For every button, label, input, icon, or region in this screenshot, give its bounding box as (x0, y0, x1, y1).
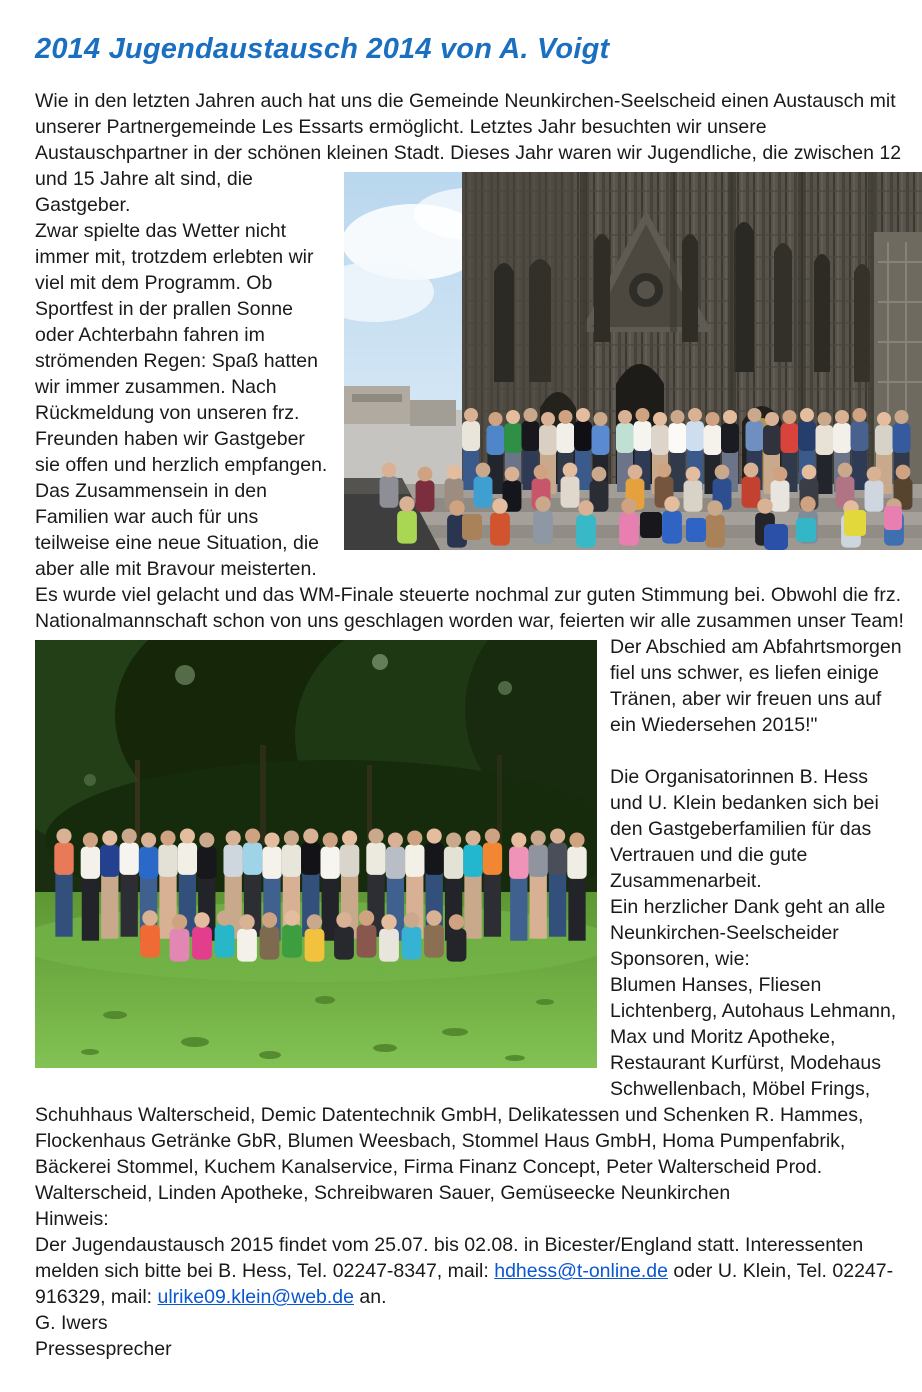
paragraph-notice (35, 1232, 905, 1310)
paragraph-organizers: Die Organisatorinnen B. Hess und U. Klein bedanken sich bei den Gastgeberfamilien für das Vertrauen und die gute Zusammenarbeit. (610, 766, 879, 893)
notice-text-1: Der Jugendaustausch 2015 findet vom 25.07. bis 02.08. in Bicester/England statt. Interessenten melden sich bitte bei B. Hess, Tel. 02247-8347, mail: (35, 1234, 864, 1283)
paragraph-families: Das Zusammensein in den Familien war auch für uns teilweise eine neue Situation, die aber alle mit Bravour meisterten. (35, 480, 320, 581)
paragraph-wm-finale: Es wurde viel gelacht und das WM-Finale steuerte nochmal zur guten Stimmung bei. Obwohl die frz. Nationalmannschaft schon von uns geschlagen worden war, feierten wir alle zusammen unser Team! (35, 584, 904, 633)
paragraph-farewell: Der Abschied am Abfahrtsmorgen fiel uns schwer, es liefen einige Tränen, aber wir freuen uns auf ein Wiedersehen 2015!" (610, 636, 902, 737)
notice-text-2: oder U. Klein, Tel. 02247-916329, mail: (35, 1260, 894, 1309)
hinweis-label: Hinweis: (35, 1208, 109, 1231)
group-photo-cologne-cathedral (344, 172, 922, 550)
intro-text-after-photo: und 15 Jahre alt sind, die Gastgeber. (35, 168, 253, 217)
notice-text-3: an. (354, 1286, 387, 1309)
group-photo-lawn (35, 640, 597, 1068)
signature-name: G. Iwers (35, 1312, 108, 1335)
paragraph-intro (35, 88, 905, 218)
paragraph-weather: Zwar spielte das Wetter nicht immer mit, trotzdem erlebten wir viel mit dem Programm. Ob Sportfest in der prallen Sonne oder Achterbahn fahren im strömenden Regen: Spaß hatten wir immer zusammen. Nach Rückmeldung von unseren frz. Freunden haben wir Gastgeber sie offen und herzlich empfangen. (35, 220, 328, 477)
paragraph-thanks: Ein herzlicher Dank geht an alle Neunkirchen-Seelscheider Sponsoren, wie: (610, 896, 886, 971)
email-link-hess[interactable]: hdhess@t-online.de (494, 1260, 668, 1283)
page-title: 2014 Jugendaustausch 2014 von A. Voigt (35, 33, 610, 65)
intro-text-before-photo: Wie in den letzten Jahren auch hat uns die Gemeinde Neunkirchen-Seelscheid einen Austausch mit unserer Partnergemeinde Les Essarts ermöglicht. Letztes Jahr besuchten wir unsere Austauschpartner in der schönen kleinen Stadt. Dieses Jahr waren wir Jugendliche, die zwischen 12 (35, 90, 902, 165)
paragraph-sponsors: Blumen Hanses, Fliesen Lichtenberg, Autohaus Lehmann, Max und Moritz Apotheke, Restaurant Kurfürst, Modehaus Schwellenbach, Möbel Frings, Schuhhaus Walterscheid, Demic Datentechnik GmbH, Delikatessen und Schenken R. Hammes, Flockenhaus Getränke GbR, Blumen Weesbach, Stommel Haus GmbH, Homa Pumpenfabrik, Bäckerei Stommel, Kuchem Kanalservice, Firma Finanz Concept, Peter Walterscheid Prod. Walterscheid, Linden Apotheke, Schreibwaren Sauer, Gemüseecke Neunkirchen (35, 974, 897, 1205)
email-link-klein[interactable]: ulrike09.klein@web.de (157, 1286, 354, 1309)
signature-role: Pressesprecher (35, 1338, 172, 1361)
